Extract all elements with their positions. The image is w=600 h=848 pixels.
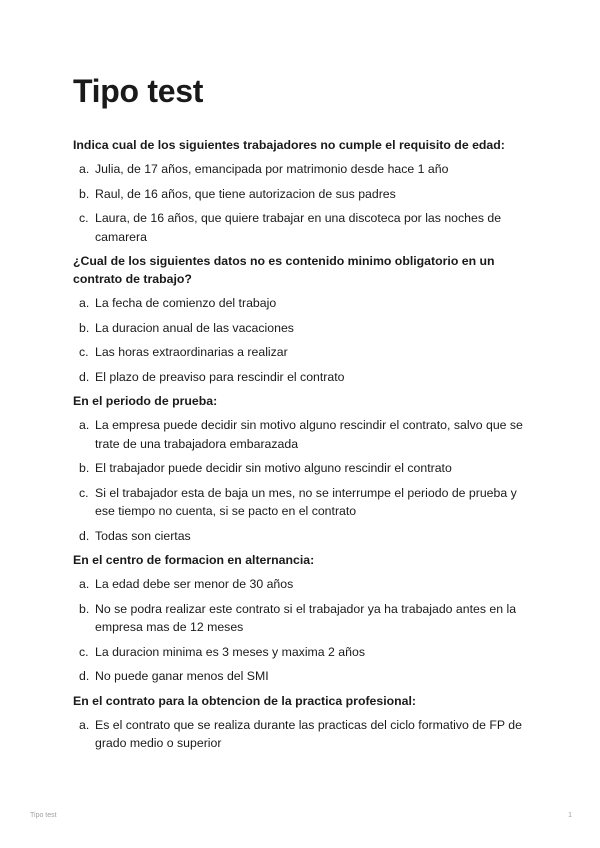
- list-item: [73, 368, 533, 387]
- option-text: La duracion minima es 3 meses y maxima 2 años: [95, 644, 365, 659]
- list-item: [73, 484, 533, 521]
- list-item: [73, 600, 533, 637]
- option-marker: b.: [79, 320, 90, 335]
- question-3-options: [73, 416, 533, 545]
- option-text: Julia, de 17 años, emancipada por matrimonio desde hace 1 año: [95, 162, 449, 176]
- list-item: [73, 343, 533, 362]
- option-marker: d.: [79, 669, 90, 683]
- list-item: [73, 575, 533, 594]
- list-item: [73, 643, 533, 662]
- question-2-options: [73, 294, 533, 386]
- question-3: En el periodo de prueba:: [73, 394, 218, 408]
- option-marker: b.: [79, 186, 90, 201]
- page-title: Tipo test: [73, 73, 204, 109]
- option-marker: d.: [79, 369, 90, 384]
- option-text: El trabajador puede decidir sin motivo alguno rescindir el contrato: [95, 461, 452, 475]
- option-text: La duracion anual de las vacaciones: [95, 320, 294, 335]
- footer-title: Tipo test: [30, 812, 57, 819]
- list-item: [73, 716, 533, 753]
- option-text: No puede ganar menos del SMI: [95, 669, 269, 683]
- option-marker: b.: [79, 601, 90, 616]
- question-1: Indica cual de los siguientes trabajadores no cumple el requisito de edad:: [73, 138, 505, 152]
- option-marker: a.: [79, 162, 90, 176]
- option-text: Si el trabajador esta de baja un mes, no se interrumpe el periodo de prueba y ese tiempo no cuenta, si se pacto en el contrato: [95, 485, 517, 518]
- question-1-options: [73, 160, 533, 246]
- option-marker: a.: [79, 717, 90, 732]
- question-4: En el centro de formacion en alternancia:: [73, 553, 315, 567]
- option-text: La fecha de comienzo del trabajo: [95, 296, 277, 310]
- option-text: Las horas extraordinarias a realizar: [95, 345, 288, 359]
- option-text: Laura, de 16 años, que quiere trabajar en una discoteca por las noches de camarera: [95, 211, 502, 244]
- question-5: En el contrato para la obtencion de la practica profesional:: [73, 693, 417, 708]
- list-item: [73, 459, 533, 478]
- option-marker: c.: [79, 211, 89, 225]
- option-text: La empresa puede decidir sin motivo alguno rescindir el contrato, salvo que se trate de una trabajadora embarazada: [95, 418, 523, 451]
- list-item: [73, 527, 533, 546]
- list-item: [73, 319, 533, 338]
- option-text: Todas son ciertas: [95, 528, 191, 543]
- question-2: ¿Cual de los siguientes datos no es contenido minimo obligatorio en un contrato de trabajo?: [73, 254, 495, 286]
- option-marker: a.: [79, 418, 90, 432]
- list-item: [73, 667, 533, 686]
- list-item: [73, 185, 533, 204]
- option-text: No se podra realizar este contrato si el trabajador ya ha trabajado antes en la empresa mas de 12 meses: [95, 601, 517, 634]
- option-text: La edad debe ser menor de 30 años: [95, 577, 294, 591]
- document-page: [73, 72, 533, 759]
- option-text: Es el contrato que se realiza durante las practicas del ciclo formativo de FP de grado medio o superior: [95, 717, 522, 750]
- option-marker: d.: [79, 528, 90, 543]
- option-marker: c.: [79, 644, 89, 659]
- option-text: El plazo de preaviso para rescindir el contrato: [95, 369, 345, 384]
- option-marker: a.: [79, 296, 90, 310]
- option-marker: c.: [79, 485, 89, 500]
- question-5-options: [73, 716, 533, 753]
- list-item: [73, 209, 533, 246]
- page-number: 1: [568, 812, 572, 819]
- option-marker: a.: [79, 577, 90, 591]
- list-item: [73, 294, 533, 313]
- option-marker: c.: [79, 345, 89, 359]
- list-item: [73, 160, 533, 179]
- option-marker: b.: [79, 461, 90, 475]
- list-item: [73, 416, 533, 453]
- option-text: Raul, de 16 años, que tiene autorizacion de sus padres: [95, 186, 396, 201]
- question-4-options: [73, 575, 533, 686]
